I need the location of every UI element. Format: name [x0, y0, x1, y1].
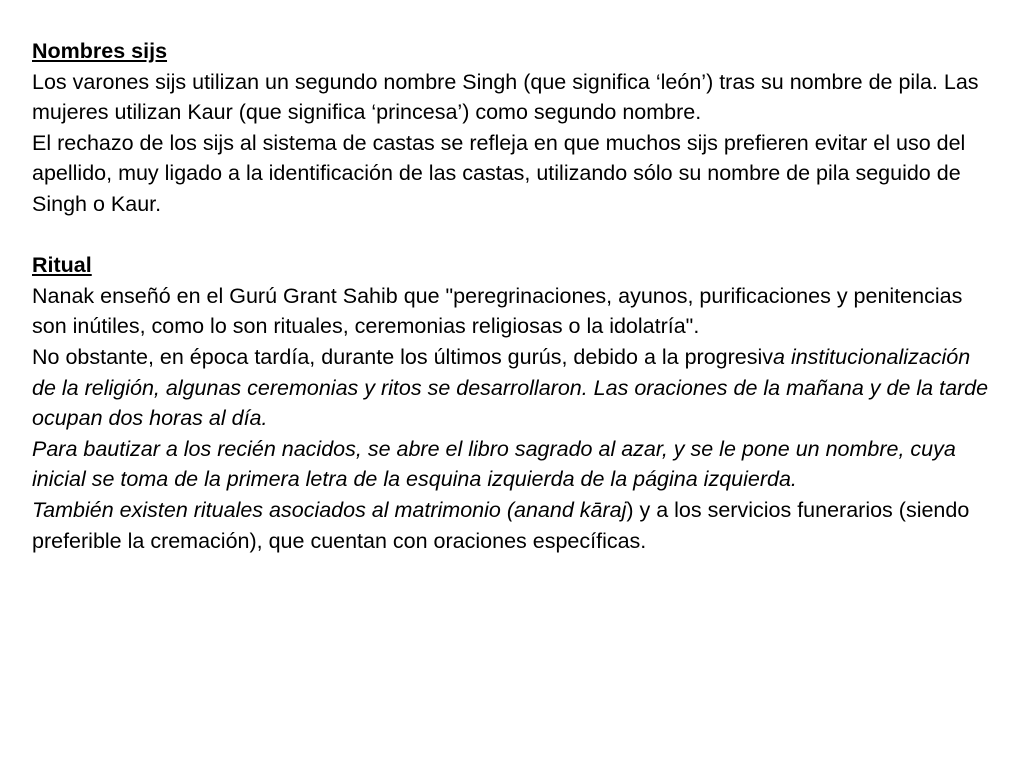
paragraph-bautizar: Para bautizar a los recién nacidos, se abre el libro sagrado al azar, y se le pone un nombre, cuya inicial se toma de la primera letra de la esquina izquierda de la página izquierda. — [32, 436, 956, 492]
matrimonio-text-normal: ) y a los servicios funerarios (siendo preferible la cremación), que cuentan con oraciones específicas. — [32, 497, 970, 553]
paragraph-ceremonias — [32, 342, 994, 434]
paragraph-castas: El rechazo de los sijs al sistema de castas se refleja en que muchos sijs prefieren evitar el uso del apellido, muy ligado a la identificación de las castas, utilizando sólo su nombre de pila seguido de Singh o Kaur. — [32, 130, 966, 216]
heading-nombres-sijs: Nombres sijs — [32, 39, 168, 63]
spacer — [32, 220, 994, 251]
matrimonio-text-italic: También existen rituales asociados al matrimonio (anand kāraj — [32, 497, 627, 522]
ceremonias-text-normal: No obstante, en época tardía, durante los últimos gurús, debido a la progresiv — [32, 344, 774, 369]
paragraph-matrimonio — [32, 495, 994, 556]
paragraph-nanak: Nanak enseñó en el Gurú Grant Sahib que "peregrinaciones, ayunos, purificaciones y penitencias son inútiles, como lo son rituales, ceremonias religiosas o la idolatría". — [32, 283, 963, 339]
heading-ritual: Ritual — [32, 253, 92, 278]
paragraph-singh-kaur: Los varones sijs utilizan un segundo nombre Singh (que significa ‘león’) tras su nombre de pila. Las mujeres utilizan Kaur (que significa ‘princesa’) como segundo nombre. — [32, 69, 979, 125]
ceremonias-text-italic: a institucionalización de la religión, algunas ceremonias y ritos se desarrollaron. Las oraciones de la mañana y de la tarde ocupan dos horas al día. — [32, 344, 989, 431]
